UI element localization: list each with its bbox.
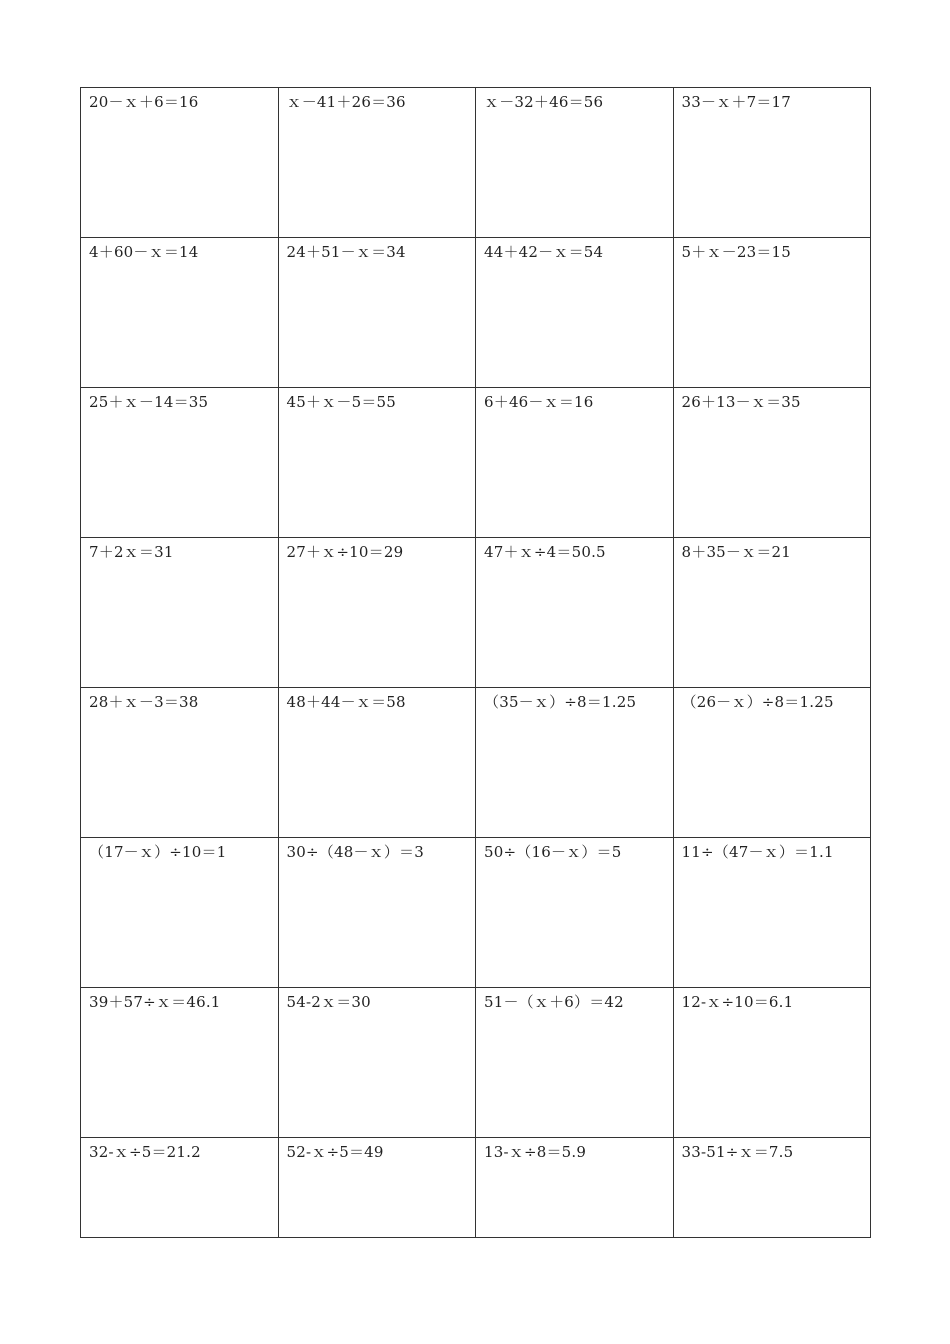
- equation-cell: （35－ｘ）÷8＝1.25: [476, 688, 674, 838]
- equation-cell: 4＋60－ｘ＝14: [81, 238, 279, 388]
- table-row: [81, 538, 871, 688]
- equation-cell: 54-2ｘ＝30: [278, 988, 476, 1138]
- equation-cell: 25＋ｘ－14＝35: [81, 388, 279, 538]
- table-row: [81, 988, 871, 1138]
- table-row: [81, 88, 871, 238]
- equation-cell: 30÷（48－ｘ）＝3: [278, 838, 476, 988]
- equation-cell: 45＋ｘ－5＝55: [278, 388, 476, 538]
- equation-cell: 52-ｘ÷5＝49: [278, 1138, 476, 1238]
- equation-cell: 48＋44－ｘ＝58: [278, 688, 476, 838]
- equation-cell: 5＋ｘ－23＝15: [673, 238, 871, 388]
- equation-worksheet-table: [80, 87, 871, 1238]
- equation-cell: 39＋57÷ｘ＝46.1: [81, 988, 279, 1138]
- equation-cell: 47＋ｘ÷4＝50.5: [476, 538, 674, 688]
- equation-cell: 28＋ｘ－3＝38: [81, 688, 279, 838]
- equation-cell: 6＋46－ｘ＝16: [476, 388, 674, 538]
- equation-cell: 27＋ｘ÷10＝29: [278, 538, 476, 688]
- equation-cell: 26＋13－ｘ＝35: [673, 388, 871, 538]
- equation-cell: 44＋42－ｘ＝54: [476, 238, 674, 388]
- equation-cell: ｘ－41＋26＝36: [278, 88, 476, 238]
- equation-cell: 20－ｘ＋6＝16: [81, 88, 279, 238]
- equation-cell: 11÷（47－ｘ）＝1.1: [673, 838, 871, 988]
- table-row: [81, 1138, 871, 1238]
- equation-cell: （26－ｘ）÷8＝1.25: [673, 688, 871, 838]
- equation-cell: 24＋51－ｘ＝34: [278, 238, 476, 388]
- table-row: [81, 688, 871, 838]
- equation-cell: 51－（ｘ＋6）＝42: [476, 988, 674, 1138]
- equation-cell: ｘ－32＋46＝56: [476, 88, 674, 238]
- table-row: [81, 238, 871, 388]
- equation-cell: 13-ｘ÷8＝5.9: [476, 1138, 674, 1238]
- equation-cell: 7＋2ｘ＝31: [81, 538, 279, 688]
- equation-cell: 8＋35－ｘ＝21: [673, 538, 871, 688]
- equation-cell: 33－ｘ＋7＝17: [673, 88, 871, 238]
- equation-cell: 32-ｘ÷5＝21.2: [81, 1138, 279, 1238]
- equation-cell: 33-51÷ｘ＝7.5: [673, 1138, 871, 1238]
- table-row: [81, 838, 871, 988]
- equation-cell: （17－ｘ）÷10＝1: [81, 838, 279, 988]
- equation-cell: 12-ｘ÷10＝6.1: [673, 988, 871, 1138]
- equation-cell: 50÷（16－ｘ）＝5: [476, 838, 674, 988]
- table-row: [81, 388, 871, 538]
